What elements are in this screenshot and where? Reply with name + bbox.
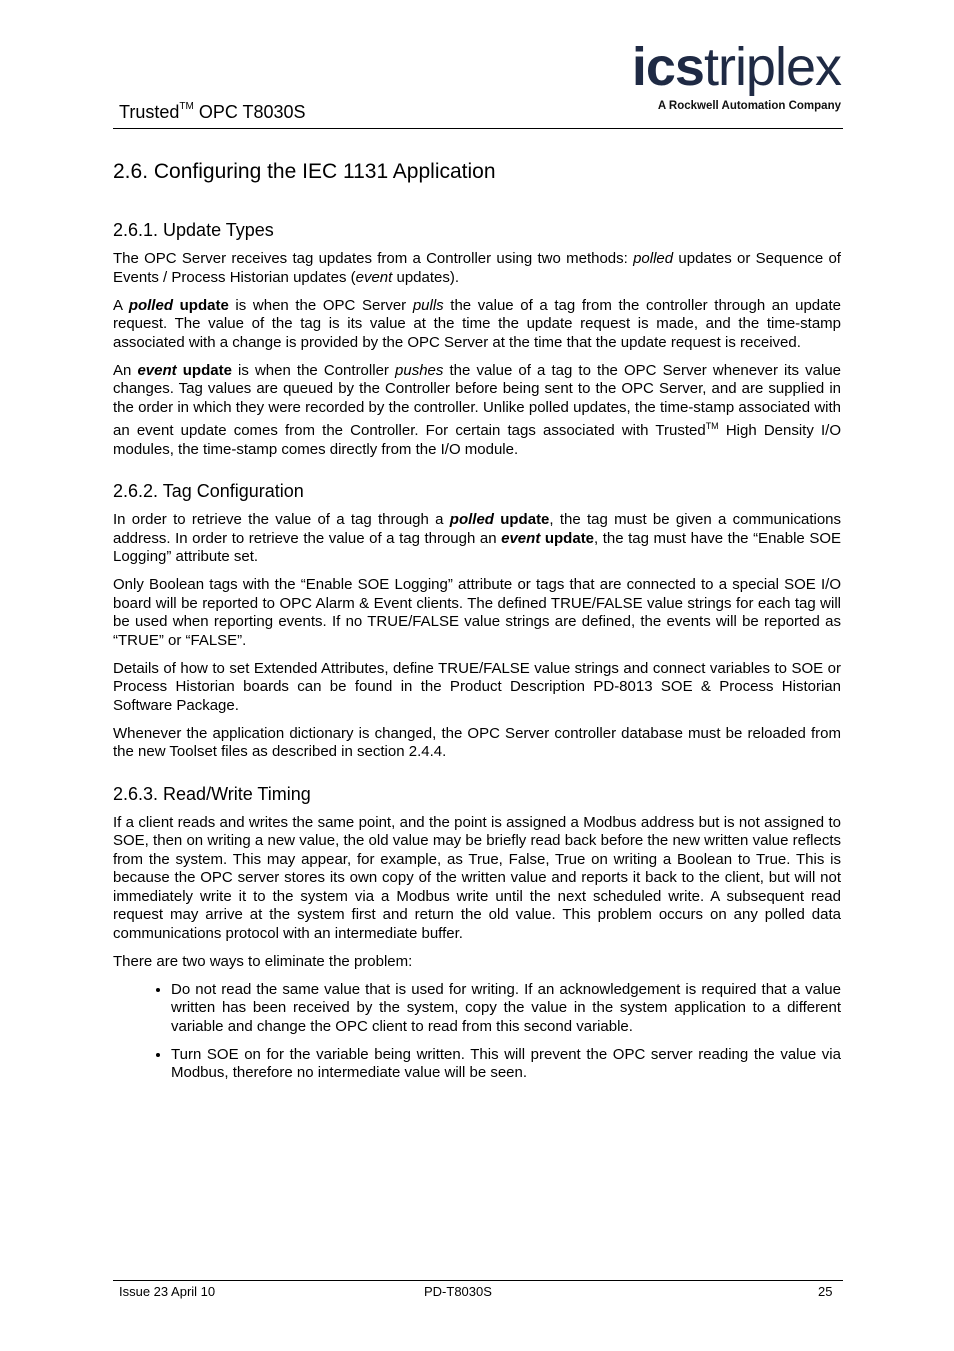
bullet-list xyxy=(113,981,841,1083)
company-logo: icstriplex A Rockwell Automation Company xyxy=(631,37,841,112)
paragraph: The OPC Server receives tag updates from a Controller using two methods: polled updates or Sequence of Events / Process Historian updates (event updates). xyxy=(113,250,841,286)
paragraph: Only Boolean tags with the “Enable SOE Logging” attribute or tags that are connected to a special SOE I/O board will be reported to OPC Alarm & Event clients. The defined TRUE/FALSE value strings for each tag will be used when reporting events. If no TRUE/FALSE value strings are defined, the events will be reported as “TRUE” or “FALSE”. xyxy=(113,576,841,649)
document-number: PD-T8030S xyxy=(424,1284,492,1299)
paragraph: A polled update is when the OPC Server pulls the value of a tag from the controller through an update request. The value of the tag is its value at the time the update request is made, and the time-stamp associated with a change is provided by the OPC Server at the time that the update request is received. xyxy=(113,296,841,351)
page-footer xyxy=(113,1280,843,1299)
list-item: • Turn SOE on for the variable being written. This will prevent the OPC server reading the value via Modbus, therefore no intermediate value will be seen. xyxy=(171,1046,841,1083)
subsection-heading-update-types: 2.6.1. Update Types xyxy=(113,220,274,240)
page-header xyxy=(113,0,843,129)
list-item: • Do not read the same value that is used for writing. If an acknowledgement is required that a value written has been received by the system, copy the value in the system application to a different variable and change the OPC client to read from this second variable. xyxy=(171,981,841,1037)
paragraph: Whenever the application dictionary is changed, the OPC Server controller database must be reloaded from the new Toolset files as described in section 2.4.4. xyxy=(113,724,841,760)
page-body xyxy=(113,160,841,1092)
paragraph: An event update is when the Controller pushes the value of a tag to the OPC Server whenever its value changes. Tag values are queued by the Controller before being sent to the OPC Server, and are supplied in the order in which they were recorded by the controller. Unlike polled updates, the time-stamp associated with an event update comes from the Controller. For certain tags associated with Trusted™ High Density I/O modules, the time-stamp comes directly from the I/O module. xyxy=(113,361,842,458)
document-title: Trusted™ OPC T8030S xyxy=(119,101,306,122)
paragraph: If a client reads and writes the same point, and the point is assigned a Modbus address but is not assigned to SOE, then on writing a new value, the old value may be briefly read back before the new written value reflects from the system. This may appear, for example, as True, False, True on writing a Boolean to True. This is because the OPC server stores its own copy of the written value and reports it back to the client, but will not immediately write it to the system via a Modbus write until the next scheduled write. A subsequent read request may arrive at the system first and return the old value. This problem occurs on any polled data communications protocol with an intermediate buffer. xyxy=(113,813,841,942)
paragraph: There are two ways to eliminate the problem: xyxy=(113,952,413,970)
subsection-heading-read-write-timing: 2.6.3. Read/Write Timing xyxy=(113,783,311,804)
issue-date: Issue 23 April 10 xyxy=(119,1284,216,1299)
paragraph: In order to retrieve the value of a tag through a polled update, the tag must be given a communications address. In order to retrieve the value of a tag through an event update, the tag must have the “Enable SOE Logging” attribute set. xyxy=(113,511,842,565)
subsection-heading-tag-configuration: 2.6.2. Tag Configuration xyxy=(113,481,304,501)
page-number: 25 xyxy=(818,1284,833,1299)
paragraph: Details of how to set Extended Attributes, define TRUE/FALSE value strings and connect variables to SOE or Process Historian boards can be found in the Product Description PD-8013 SOE & Process Historian Software Package. xyxy=(113,659,841,714)
section-title: 2.6. Configuring the IEC 1131 Application xyxy=(113,160,496,183)
